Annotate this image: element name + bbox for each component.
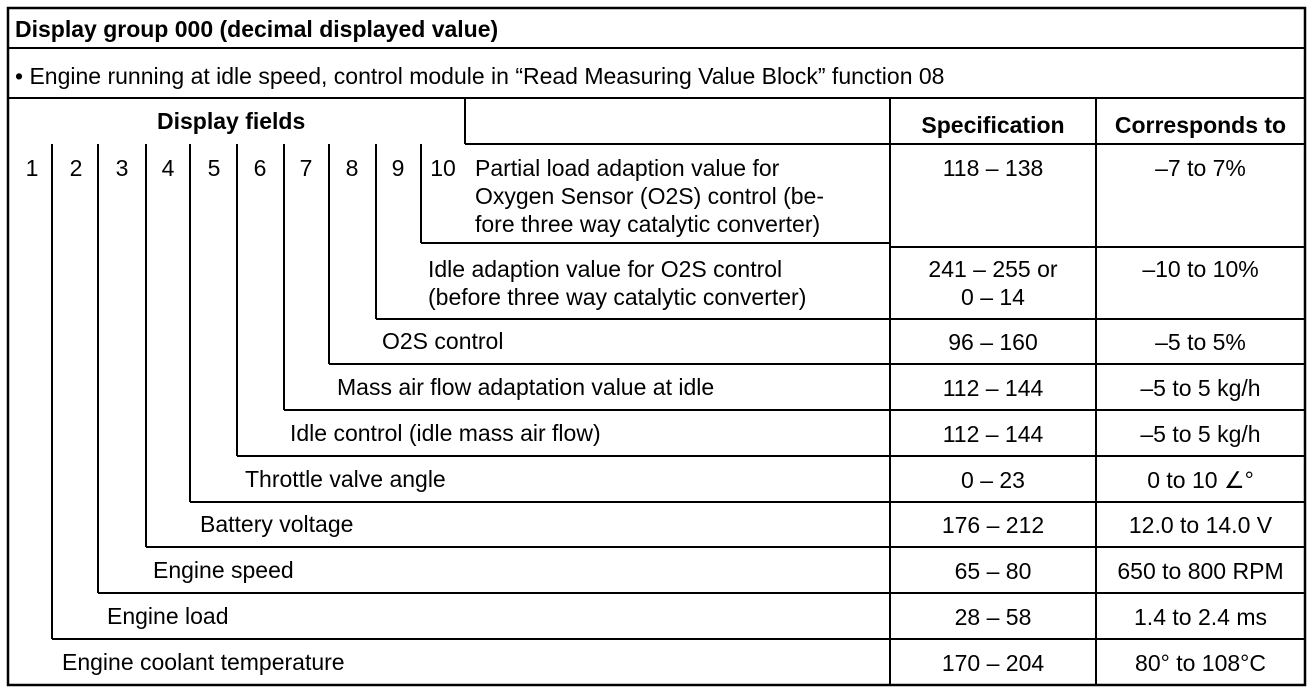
row-6-description: Idle control (idle mass air flow) (290, 420, 601, 446)
row-1-corresponds: 80° to 108°C (1135, 650, 1266, 676)
row-9-description-line-2: (before three way catalytic converter) (428, 284, 807, 310)
row-8-corresponds: –5 to 5% (1155, 329, 1246, 355)
row-9-corresponds: –10 to 10% (1142, 256, 1259, 282)
row-10-corresponds: –7 to 7% (1155, 155, 1246, 181)
field-number-5: 5 (207, 155, 221, 181)
row-1-description: Engine coolant temperature (62, 649, 345, 675)
row-9-description-line-1: Idle adaption value for O2S control (428, 256, 783, 282)
row-6-corresponds: –5 to 5 kg/h (1140, 421, 1261, 447)
row-10-description-line-1: Partial load adaption value for (475, 155, 780, 181)
row-3-description: Engine speed (153, 557, 294, 583)
row-10-description-line-2: Oxygen Sensor (O2S) control (be- (475, 183, 824, 209)
row-2-corresponds: 1.4 to 2.4 ms (1134, 604, 1267, 630)
field-number-10: 10 (430, 155, 456, 181)
row-5-specification: 0 – 23 (961, 467, 1025, 493)
row-8-specification: 96 – 160 (948, 329, 1038, 355)
header-corresponds-to: Corresponds to (1114, 112, 1287, 138)
row-7-specification: 112 – 144 (942, 375, 1044, 401)
field-number-6: 6 (253, 155, 267, 181)
row-4-description: Battery voltage (200, 511, 354, 537)
row-10-specification: 118 – 138 (942, 155, 1044, 181)
row-1-specification: 170 – 204 (941, 650, 1045, 676)
field-number-1: 1 (25, 155, 39, 181)
field-number-9: 9 (391, 155, 405, 181)
row-6-specification: 112 – 144 (942, 421, 1044, 447)
field-number-4: 4 (161, 155, 175, 181)
header-specification: Specification (921, 112, 1065, 138)
field-number-7: 7 (299, 155, 313, 181)
header-display-fields: Display fields (157, 108, 306, 134)
row-4-specification: 176 – 212 (941, 512, 1045, 538)
row-10-description-line-3: fore three way catalytic converter) (475, 211, 821, 237)
row-8-description: O2S control (382, 328, 504, 354)
table-title: Display group 000 (decimal displayed value) (15, 16, 499, 42)
field-number-8: 8 (345, 155, 359, 181)
row-7-description: Mass air flow adaptation value at idle (337, 374, 715, 400)
field-number-3: 3 (115, 155, 129, 181)
row-9-specification-line-1: 241 – 255 or (928, 256, 1058, 282)
row-3-corresponds: 650 to 800 RPM (1117, 558, 1284, 584)
row-4-corresponds: 12.0 to 14.0 V (1128, 512, 1273, 538)
field-number-2: 2 (69, 155, 83, 181)
row-9-specification-line-2: 0 – 14 (961, 284, 1025, 310)
row-7-corresponds: –5 to 5 kg/h (1140, 375, 1261, 401)
row-2-specification: 28 – 58 (954, 604, 1032, 630)
row-3-specification: 65 – 80 (954, 558, 1032, 584)
row-5-description: Throttle valve angle (245, 466, 446, 492)
row-2-description: Engine load (107, 603, 229, 629)
row-5-corresponds: 0 to 10 ∠° (1147, 467, 1254, 493)
condition-note: • Engine running at idle speed, control module in “Read Measuring Value Block” function 08 (15, 63, 945, 89)
